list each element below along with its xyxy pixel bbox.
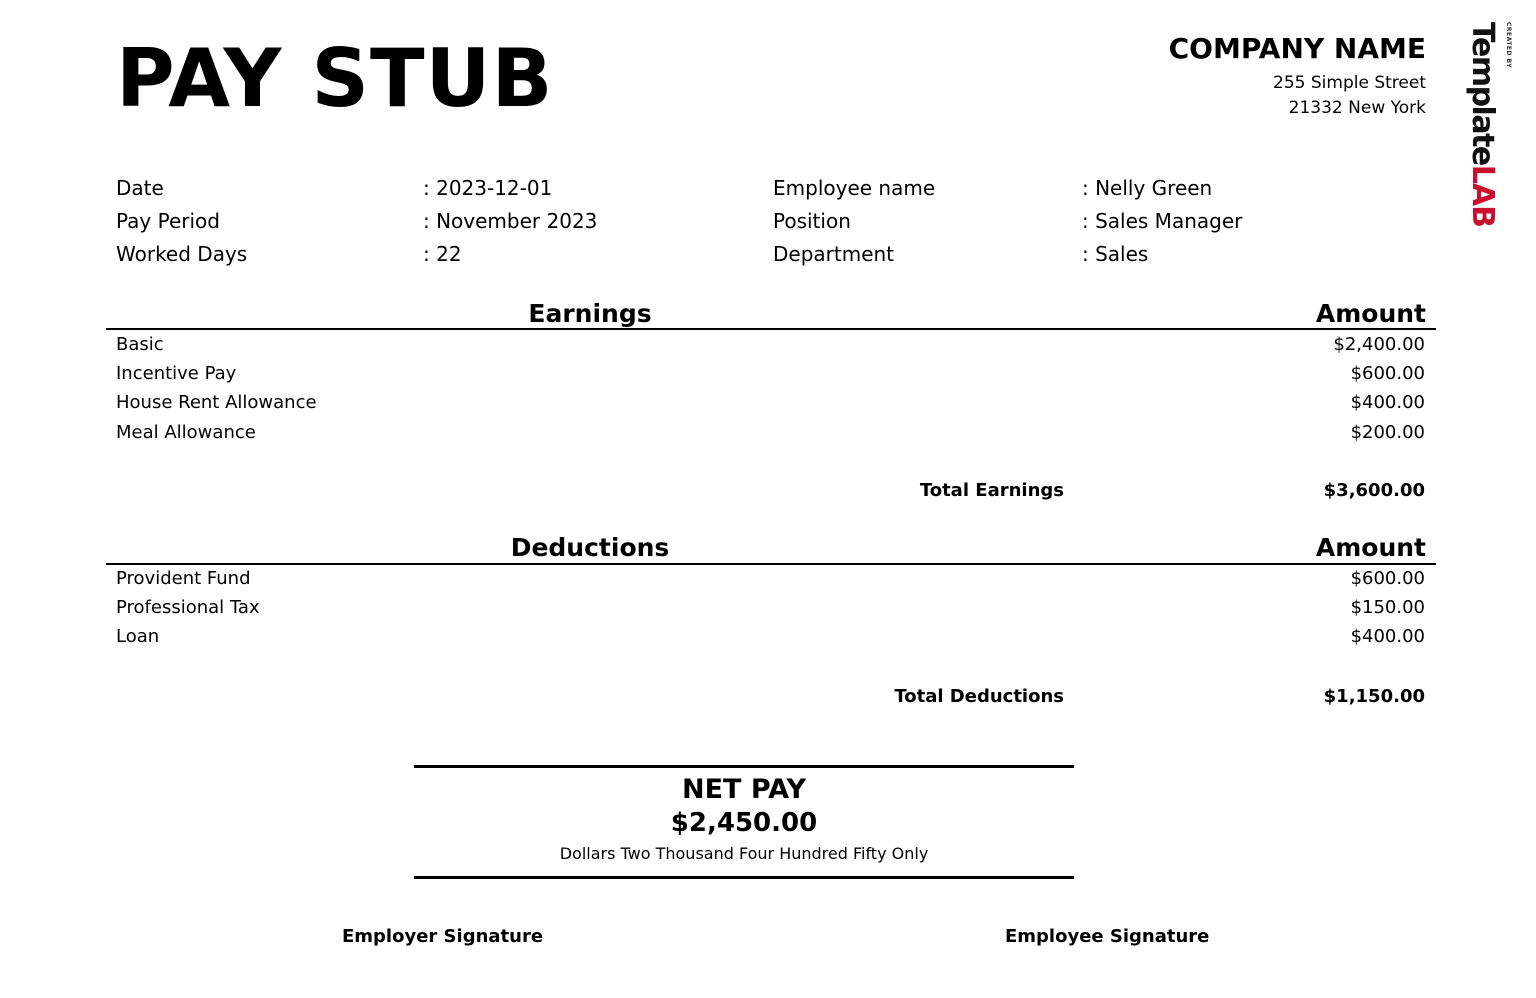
deduction-label-provident-fund: Provident Fund [116,568,251,589]
company-address-line2: 21332 New York [1288,98,1426,118]
info-label-date: Date [116,176,164,200]
earning-amount-basic: $2,400.00 [1333,334,1425,355]
total-deductions-label: Total Deductions [894,686,1064,707]
earnings-rule [106,328,1436,330]
watermark-created-by: CREATED BY [1505,22,1512,69]
company-address-line1: 255 Simple Street [1273,73,1426,93]
watermark-brand-lab: LAB [1465,164,1500,227]
total-deductions-value: $1,150.00 [1323,686,1425,707]
net-pay-words: Dollars Two Thousand Four Hundred Fifty Only [559,844,929,863]
total-earnings-label: Total Earnings [919,480,1064,501]
deductions-header: Deductions [510,533,670,562]
net-pay-box [414,765,1074,879]
earnings-header: Earnings [528,299,652,328]
info-value-employee-name: : Nelly Green [1082,176,1213,200]
deductions-amount-header: Amount [1315,533,1426,562]
earning-amount-incentive: $600.00 [1350,363,1425,384]
deduction-amount-professional-tax: $150.00 [1350,597,1425,618]
info-label-worked-days: Worked Days [116,242,248,266]
info-label-pay-period: Pay Period [116,209,220,233]
deduction-amount-loan: $400.00 [1350,626,1425,647]
info-value-pay-period: : November 2023 [423,209,598,233]
deduction-label-loan: Loan [116,626,160,647]
net-pay-title: NET PAY [681,774,807,805]
employee-signature-label: Employee Signature [1005,926,1210,947]
info-label-department: Department [773,242,895,266]
employer-signature-label: Employer Signature [342,926,544,947]
earnings-amount-header: Amount [1315,299,1426,328]
info-label-employee-name: Employee name [773,176,936,200]
earning-label-incentive: Incentive Pay [116,363,237,384]
deduction-label-professional-tax: Professional Tax [116,597,260,618]
company-name: COMPANY NAME [1168,32,1426,65]
total-earnings-value: $3,600.00 [1323,480,1425,501]
info-value-date: : 2023-12-01 [423,176,553,200]
deduction-amount-provident-fund: $600.00 [1350,568,1425,589]
earning-amount-meal: $200.00 [1350,422,1425,443]
page-title: PAY STUB [116,32,554,125]
earning-label-hra: House Rent Allowance [116,392,317,413]
deductions-rule [106,563,1436,565]
watermark-brand-template: Template [1465,22,1500,165]
net-pay-amount: $2,450.00 [670,808,818,838]
info-label-position: Position [773,209,851,233]
info-value-worked-days: : 22 [423,242,462,266]
earning-label-basic: Basic [116,334,164,355]
info-value-position: : Sales Manager [1082,209,1243,233]
earning-label-meal: Meal Allowance [116,422,256,443]
info-value-department: : Sales [1082,242,1149,266]
earning-amount-hra: $400.00 [1350,392,1425,413]
